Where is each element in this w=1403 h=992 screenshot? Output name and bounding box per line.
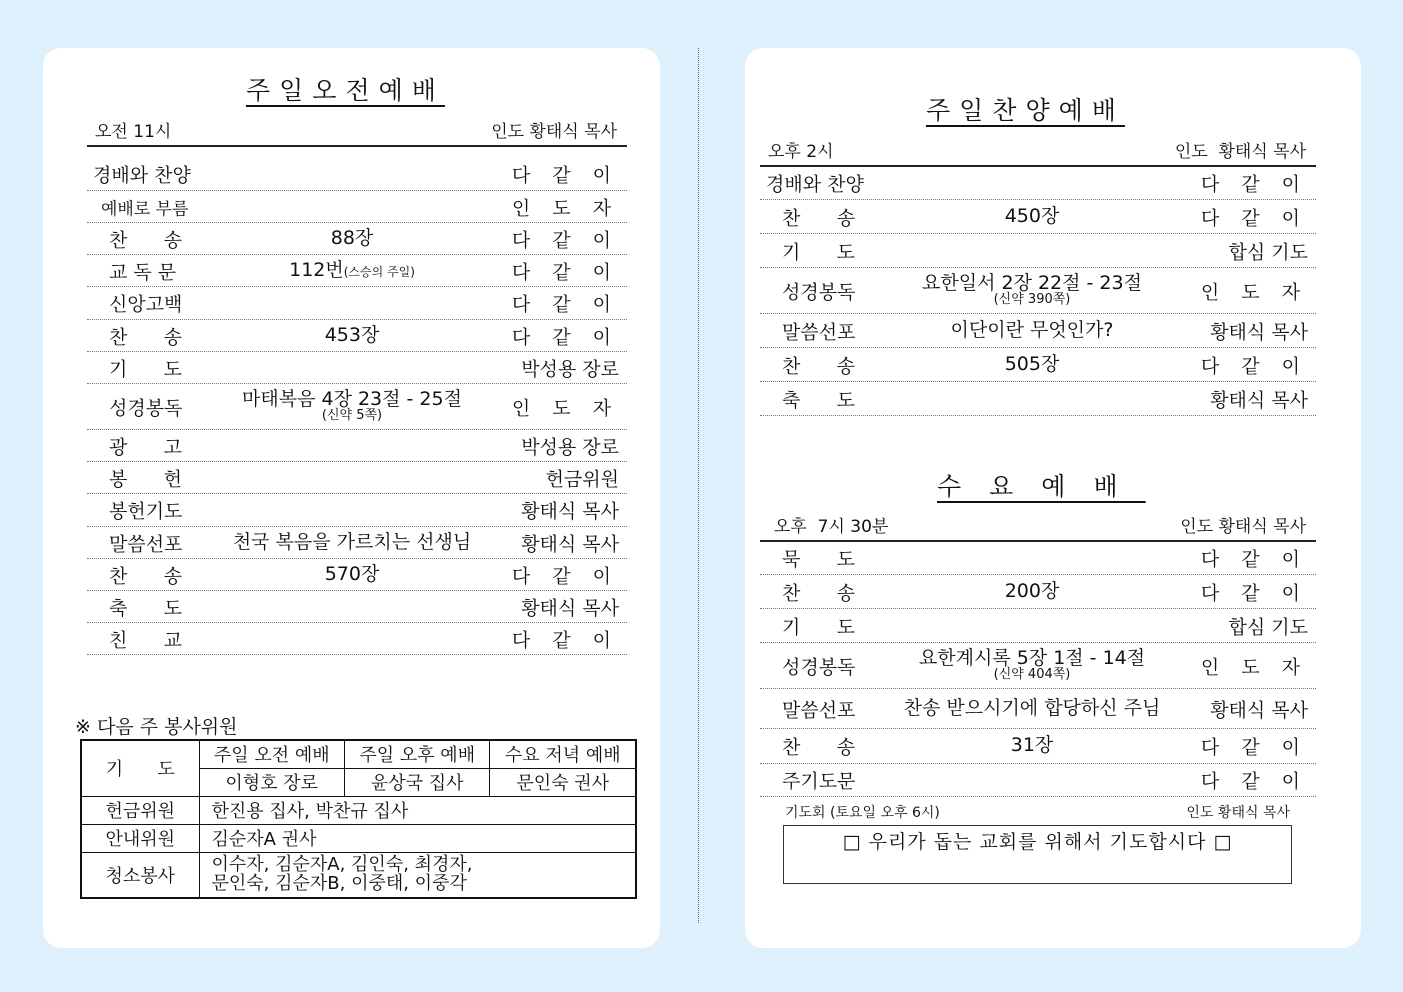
morning-order-list bbox=[87, 158, 627, 655]
service-header-sunday-morning: 주일 오전 예배 bbox=[199, 740, 344, 768]
order-item-label: 신앙고백 bbox=[109, 293, 183, 316]
order-item-label: 찬 송 bbox=[109, 565, 182, 587]
order-row bbox=[87, 158, 627, 191]
order-row bbox=[760, 609, 1316, 643]
cleaning-volunteers bbox=[199, 852, 636, 898]
order-item-label: 기 도 bbox=[782, 616, 855, 638]
wednesday-service-leader: 인도 황태식 목사 bbox=[1180, 517, 1306, 537]
order-item-content: 450장 bbox=[1004, 204, 1060, 227]
order-item-label: 축 도 bbox=[782, 389, 855, 411]
order-item-leader: 인 도 자 bbox=[1200, 656, 1308, 678]
order-item-leader: 다 같 이 bbox=[511, 293, 619, 316]
wednesday-service-time: 오후 7시 30분 bbox=[774, 517, 889, 537]
order-item-leader: 박성용 장로 bbox=[521, 358, 619, 380]
order-item-leader: 다 같 이 bbox=[1200, 736, 1308, 759]
order-item-label: 봉헌기도 bbox=[109, 500, 183, 523]
order-item-leader: 인 도 자 bbox=[1200, 281, 1308, 303]
order-item-label: 말씀선포 bbox=[109, 533, 183, 555]
order-item-leader: 박성용 장로 bbox=[521, 436, 619, 458]
wednesday-service-title: 수요예배 bbox=[937, 472, 1146, 501]
offering-volunteers: 한진용 집사, 박찬규 집사 bbox=[199, 796, 636, 824]
order-row bbox=[87, 255, 627, 287]
order-item-leader: 다 같 이 bbox=[511, 326, 619, 348]
volunteers-table bbox=[80, 739, 637, 899]
prayer-meeting-meta bbox=[785, 802, 1290, 822]
order-item-label: 성경봉독 bbox=[109, 397, 183, 419]
order-item-leader: 황태식 목사 bbox=[1210, 389, 1308, 411]
scripture-page: (신약 404쪽) bbox=[993, 667, 1071, 683]
prayer-person-sunday-morning: 이형호 장로 bbox=[199, 768, 344, 796]
order-row bbox=[760, 541, 1316, 575]
order-item-leader: 다 같 이 bbox=[1200, 548, 1308, 570]
order-item-leader: 황태식 목사 bbox=[521, 533, 619, 555]
order-item-label: 기 도 bbox=[782, 241, 855, 263]
order-item-leader: 다 같 이 bbox=[511, 164, 619, 187]
sermon-title: 찬송 받으시기에 합당하신 주님 bbox=[903, 696, 1161, 719]
order-item-leader: 다 같 이 bbox=[1200, 355, 1308, 377]
order-item-label: 찬 송 bbox=[782, 582, 855, 604]
order-item-leader: 다 같 이 bbox=[511, 229, 619, 251]
wednesday-order-list bbox=[760, 541, 1316, 797]
order-item-leader: 인 도 자 bbox=[511, 197, 619, 219]
order-item-content: 453장 bbox=[324, 323, 380, 346]
order-row bbox=[87, 223, 627, 255]
order-item-leader: 다 같 이 bbox=[1200, 582, 1308, 604]
morning-service-meta bbox=[87, 117, 627, 147]
order-item-label: 묵 도 bbox=[782, 548, 855, 570]
order-row bbox=[760, 268, 1316, 314]
order-row bbox=[760, 689, 1316, 729]
order-item-leader: 황태식 목사 bbox=[1210, 321, 1308, 343]
sermon-title: 이단이란 무엇인가? bbox=[950, 318, 1114, 341]
praise-service-meta bbox=[760, 137, 1316, 167]
order-item-leader: 다 같 이 bbox=[511, 261, 619, 283]
order-row bbox=[87, 320, 627, 352]
order-item-content: 88장 bbox=[330, 226, 374, 249]
cleaning-label: 청소봉사 bbox=[81, 852, 199, 898]
order-row bbox=[87, 287, 627, 320]
scripture-page: (신약 390쪽) bbox=[993, 292, 1071, 308]
order-row bbox=[760, 234, 1316, 268]
order-row bbox=[87, 191, 627, 223]
responsive-reading-number: 112번 bbox=[289, 258, 344, 281]
order-row bbox=[760, 764, 1316, 797]
order-item-content bbox=[922, 271, 1142, 308]
order-row bbox=[760, 729, 1316, 764]
morning-service-time: 오전 11시 bbox=[95, 122, 172, 142]
order-item-leader: 다 같 이 bbox=[511, 629, 619, 651]
order-row bbox=[760, 643, 1316, 689]
service-header-wednesday: 수요 저녁 예배 bbox=[490, 740, 636, 768]
order-row bbox=[87, 462, 627, 494]
order-item-leader: 황태식 목사 bbox=[521, 500, 619, 523]
order-row bbox=[760, 382, 1316, 416]
order-item-content bbox=[242, 387, 462, 424]
scripture-reference: 마태복음 4장 23절 - 25절 bbox=[242, 387, 462, 410]
order-item-label: 찬 송 bbox=[109, 326, 182, 348]
order-item-label: 말씀선포 bbox=[782, 321, 856, 343]
order-item-leader: 다 같 이 bbox=[1200, 173, 1308, 195]
order-row bbox=[87, 384, 627, 430]
prayer-label: 기 도 bbox=[81, 740, 199, 796]
order-item-label: 성경봉독 bbox=[782, 281, 856, 303]
order-item-label: 경배와 찬양 bbox=[93, 164, 191, 187]
order-item-leader: 다 같 이 bbox=[1200, 770, 1308, 793]
order-row bbox=[87, 430, 627, 462]
order-item-label: 성경봉독 bbox=[782, 656, 856, 678]
order-item-label: 주기도문 bbox=[782, 770, 856, 793]
prayer-request-box: □ 우리가 돕는 교회를 위해서 기도합시다 □ bbox=[783, 825, 1292, 884]
order-item-content: 570장 bbox=[324, 562, 380, 585]
order-item-label: 기 도 bbox=[109, 358, 182, 380]
order-row bbox=[760, 314, 1316, 348]
prayer-person-wednesday: 문인숙 권사 bbox=[490, 768, 636, 796]
order-item-label: 찬 송 bbox=[782, 736, 855, 759]
order-row bbox=[87, 494, 627, 527]
scripture-reference: 요한계시록 5장 1절 - 14절 bbox=[918, 646, 1146, 669]
order-item-leader: 합심 기도 bbox=[1228, 616, 1308, 638]
order-row bbox=[760, 348, 1316, 382]
order-item-leader: 황태식 목사 bbox=[1210, 699, 1308, 721]
order-item-leader: 다 같 이 bbox=[1200, 207, 1308, 229]
order-item-label: 봉 헌 bbox=[109, 468, 182, 490]
sermon-title: 천국 복음을 가르치는 선생님 bbox=[232, 530, 472, 553]
order-item-label: 축 도 bbox=[109, 597, 182, 619]
fold-line bbox=[698, 48, 699, 923]
order-item-leader: 합심 기도 bbox=[1228, 241, 1308, 263]
order-row bbox=[87, 591, 627, 623]
order-item-label: 교 독 문 bbox=[109, 261, 177, 283]
order-item-leader: 황태식 목사 bbox=[521, 597, 619, 619]
wednesday-service-meta bbox=[760, 512, 1316, 542]
prayer-meeting-leader: 인도 황태식 목사 bbox=[1186, 805, 1290, 821]
order-row bbox=[760, 200, 1316, 234]
order-row bbox=[87, 352, 627, 384]
order-item-label: 찬 송 bbox=[782, 355, 855, 377]
praise-service-time: 오후 2시 bbox=[768, 142, 834, 162]
order-item-leader: 헌금위원 bbox=[545, 468, 619, 490]
order-row bbox=[87, 527, 627, 559]
scripture-reference: 요한일서 2장 22절 - 23절 bbox=[922, 271, 1142, 294]
order-item-content bbox=[918, 646, 1146, 683]
scripture-page: (신약 5쪽) bbox=[321, 408, 383, 424]
order-item-content: 200장 bbox=[1004, 579, 1060, 602]
cleaning-volunteers-line-2: 문인숙, 김순자B, 이중태, 이중각 bbox=[211, 872, 467, 894]
order-row bbox=[760, 575, 1316, 609]
usher-volunteers: 김순자A 권사 bbox=[199, 824, 636, 852]
volunteers-heading: ※ 다음 주 봉사위원 bbox=[75, 716, 238, 738]
morning-service-title: 주일오전예배 bbox=[246, 76, 445, 105]
order-item-label: 말씀선포 bbox=[782, 699, 856, 721]
order-row bbox=[760, 166, 1316, 200]
service-header-sunday-afternoon: 주일 오후 예배 bbox=[344, 740, 489, 768]
responsive-reading-note: (스승의 주일) bbox=[343, 264, 415, 279]
order-row bbox=[87, 559, 627, 591]
order-item-label: 찬 송 bbox=[109, 229, 182, 251]
order-item-label: 광 고 bbox=[109, 436, 182, 458]
order-row bbox=[87, 623, 627, 655]
order-item-label: 친 교 bbox=[109, 629, 182, 651]
order-item-label: 찬 송 bbox=[782, 207, 855, 229]
morning-service-leader: 인도 황태식 목사 bbox=[491, 122, 617, 142]
prayer-person-sunday-afternoon: 윤상국 집사 bbox=[344, 768, 489, 796]
order-item-content: 31장 bbox=[1010, 734, 1054, 757]
prayer-meeting-label: 기도회 (토요일 오후 6시) bbox=[785, 805, 940, 821]
usher-label: 안내위원 bbox=[81, 824, 199, 852]
cleaning-volunteers-line-1: 이수자, 김순자A, 김인숙, 최경자, bbox=[211, 853, 473, 875]
order-item-content: 505장 bbox=[1004, 352, 1060, 375]
order-item-leader: 인 도 자 bbox=[511, 397, 619, 419]
praise-order-list bbox=[760, 166, 1316, 416]
order-item-content bbox=[289, 258, 415, 281]
order-item-label: 예배로 부름 bbox=[101, 199, 189, 219]
order-item-label: 경배와 찬양 bbox=[766, 173, 864, 195]
offering-label: 헌금위원 bbox=[81, 796, 199, 824]
praise-service-title: 주일찬양예배 bbox=[926, 96, 1125, 125]
praise-service-leader: 인도 황태식 목사 bbox=[1174, 142, 1306, 162]
order-item-leader: 다 같 이 bbox=[511, 565, 619, 587]
